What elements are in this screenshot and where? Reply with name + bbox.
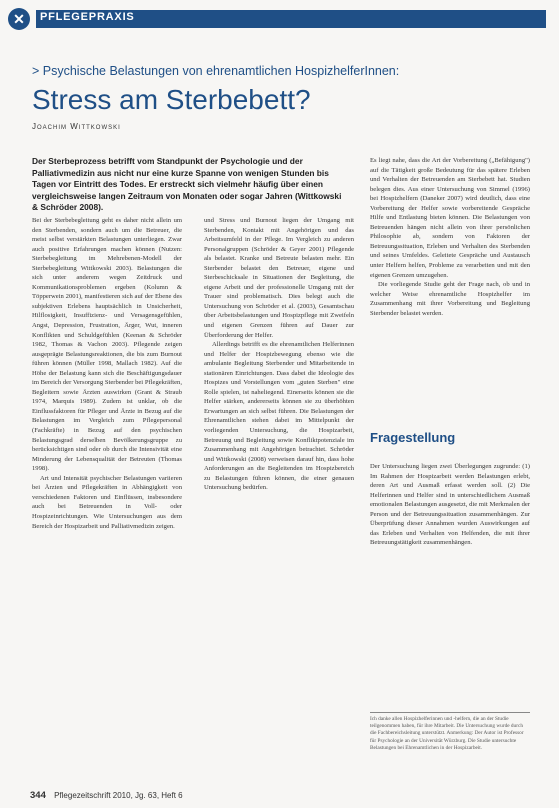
paragraph: und Stress und Burnout liegen der Umgang mit Sterbenden, Kontakt mit Angehörigen und das Arbeitsumfeld in der Pflege. Im Vergleich zu anderen Personalgruppen (Schröder & Geyer 2001) Pflegende als belastet. Kranke und Betreute belasten mehr. Ein Sterbender belastet den Betreuer, eigene und Sterbeschicksale in Situationen der Begleitung, die eigene Arbeit und der professionelle Umgang mit der Trauer sind problematisch. Dies belegt auch die Untersuchung von Schröder et al. (2003), Gesamtschau über Arbeitsbelastungen und Hospizpflege mit Zweifeln und eigenen Grenzen führen auf Dauer zur Überforderung der Helfer. xyxy=(204,217,354,339)
page-number: 344 xyxy=(30,790,46,801)
body-column-3-continued xyxy=(370,462,530,548)
page-footer xyxy=(30,790,183,801)
paragraph: Es liegt nahe, dass die Art der Vorbereitung („Befähigung") auf die Tätigkeit große Bedeutung für das spätere Erleben und Verhalten der Betreuenden am Sterbebett hat. Studien belegen dies. Aus einer Untersuchung von Simmel (1996) bei Hospizhelfern (Daneker 2007) wird deutlich, dass eine Vorbereitung der Helfer sowie vorbereitende Gespräche Hilfe und Entlastung bieten können. Die Belastungen von Betreuenden hängen nicht allein von ihrer persönlichen Philosophie ab, sondern von Faktoren der Betreuungssituation, Erleben und Verhalten des Sterbenden und seines Umfeldes. Geleitete Gespräche und Austausch unter Helfern helfen, Probleme zu verarbeiten und mit den eigenen Grenzen umzugehen. xyxy=(370,157,530,279)
paragraph: Die vorliegende Studie geht der Frage nach, ob und in welcher Weise ehrenamtliche Hospizhelfer im Zusammenhang mit ihrer Vorbereitung und Begleitung Sterbender belastet werden. xyxy=(370,281,530,317)
article-kicker: > Psychische Belastungen von ehrenamtlichen HospizhelferInnen: xyxy=(32,64,400,78)
section-heading: Fragestellung xyxy=(370,430,456,445)
article-title: Stress am Sterbebett? xyxy=(32,84,311,115)
article-author: Joachim Wittkowski xyxy=(32,122,121,131)
paragraph: Art und Intensität psychischer Belastungen variieren bei Ärzten und Pflegekräften in Abhängigkeit von verschiedenen Faktoren und Einflüssen, insbesondere auch bei Betreuenden in Voll- oder Hospizeinrichtungen. Wie Untersuchungen aus dem Bereich der Hospizarbeit und Palliativmedizin zeigen. xyxy=(32,474,182,530)
footnote-divider xyxy=(370,712,530,713)
section-label: PFLEGEPRAXIS xyxy=(40,11,135,23)
paragraph: Allerdings betrifft es die ehrenamtlichen Helferinnen und Helfer der Hospizbewegung ebenso wie die ambulante Begleitung Sterbender und Mitarbeitende in stationären Einrichtungen. Dass dabei die Ideologie des Hospizes und Vorstellungen vom „guten Sterben" eine Rolle spielen, ist naheliegend. Einerseits können sie die Helfer stärken, andererseits können sie zu überhöhten Erwartungen an sich selbst führen. Die Belastungen der Ehrenamtlichen stehen dabei im Mittelpunkt der vorliegenden Untersuchung, die Hospizarbeit, Betreuung und Begleitung sowie Konfliktpotenziale im Zusammenhang mit Angehörigen betrachtet. Schröder und Wittkowski (2008) verweisen darauf hin, dass hohe Anforderungen an die Begleitenden im Hospizbereich zu Belastungen führen können, die einer genauen Untersuchung bedürfen. xyxy=(204,341,354,492)
section-logo-icon: ✕ xyxy=(8,8,30,30)
paragraph: Bei der Sterbebegleitung geht es daher nicht allein um den Sterbenden, sondern auch um die Betreuer, die meist selbst verstärkten Belastungen unterliegen. Zwar auch positive Erfahrungen machen können (Nutzen: Sterbebegleitung im Mehrebenen-Modell der Sterbebegleitung Wittkowski 2003). Belastungen die sich unter anderem wegen Zeitdruck und Kommunikationsproblemen ergeben (Kolumn & Töpperwein 2001), manifestieren sich auf der Ebene des subjektiven Erlebens hauptsächlich in Unsicherheit, Hilflosigkeit, Insuffizienz- und Versagensgefühlen, Angst, Depression, Frustration, Ärger, Wut, inneren Konflikten und Schuldgefühlen (Keenan & Schröder 1982, Thomas & Vachon 2003). Pflegende zeigen ausgeprägte Belastungsreaktionen, die bis zum Burnout führen können (Müller 1998, Mallach 1982). Auf die Höhe der Belastung kann sich die Beschäftigungsdauer im Bereich der Versorgung Sterbender bei Pflegekräften, Begleitern sowie Ärzten auswirken (Grant & Straub 1974, Marquis 1989). Zudem ist unklar, ob die Einflussfaktoren für Pfleger und Ärzte in Bezug auf die Belastungen im Vergleich zum Pflegepersonal (Fachkräfte) in Bezug auf den psychischen Belastungsgrad derselben Bevölkerungsgruppe zu berücksichtigen sind oder ob durch die Intensivität eine Minderung der Lebensqualität der Betreuten (Thomas 1998). xyxy=(32,217,182,473)
body-column-3 xyxy=(370,156,530,318)
section-header xyxy=(0,8,559,30)
journal-citation: Pflegezeitschrift 2010, Jg. 63, Heft 6 xyxy=(54,791,183,800)
article-lead: Der Sterbeprozess betrifft vom Standpunkt der Psychologie und der Palliativmedizin aus nicht nur eine kurze Spanne von wenigen Stunden bis Tagen vor Eintritt des Todes. Er erstreckt sich vielmehr häufig über einen vergleichsweise langen Zeitraum von Monaten oder sogar Jahren (Wittkowski & Schröder 2008). xyxy=(32,156,342,213)
body-column-1 xyxy=(32,216,182,531)
footnotes: Ich danke allen Hospizhelferinnen und -helfern, die an der Studie teilgenommen haben, für ihre Mitarbeit. Die Untersuchung wurde durch die Fachbereichsleitung unterstützt. Anmerkung: Der Autor ist Professor für Psychologie an der Universität Würzburg. Die Studie untersuchte Belastungen bei Ehrenamtlichen in der Hospizarbeit. xyxy=(370,716,524,751)
body-column-2 xyxy=(204,216,354,493)
paragraph: Der Untersuchung liegen zwei Überlegungen zugrunde: (1) Im Rahmen der Hospizarbeit werden Belastungen erlebt, deren Art und Ausmaß erfasst werden soll. (2) Die Helferinnen und Helfer sind in unterschiedlichem Ausmaß emotionalen Belastungen ausgesetzt, die mit Merkmalen der Person und der Betreuungssituation zusammenhängen. Zur Überprüfung dieser Annahmen wurden Auswirkungen auf das Erleben und Verhalten von Helfenden, die mit ihrer Betreuungstätigkeit zusammenhängen. xyxy=(370,463,530,547)
